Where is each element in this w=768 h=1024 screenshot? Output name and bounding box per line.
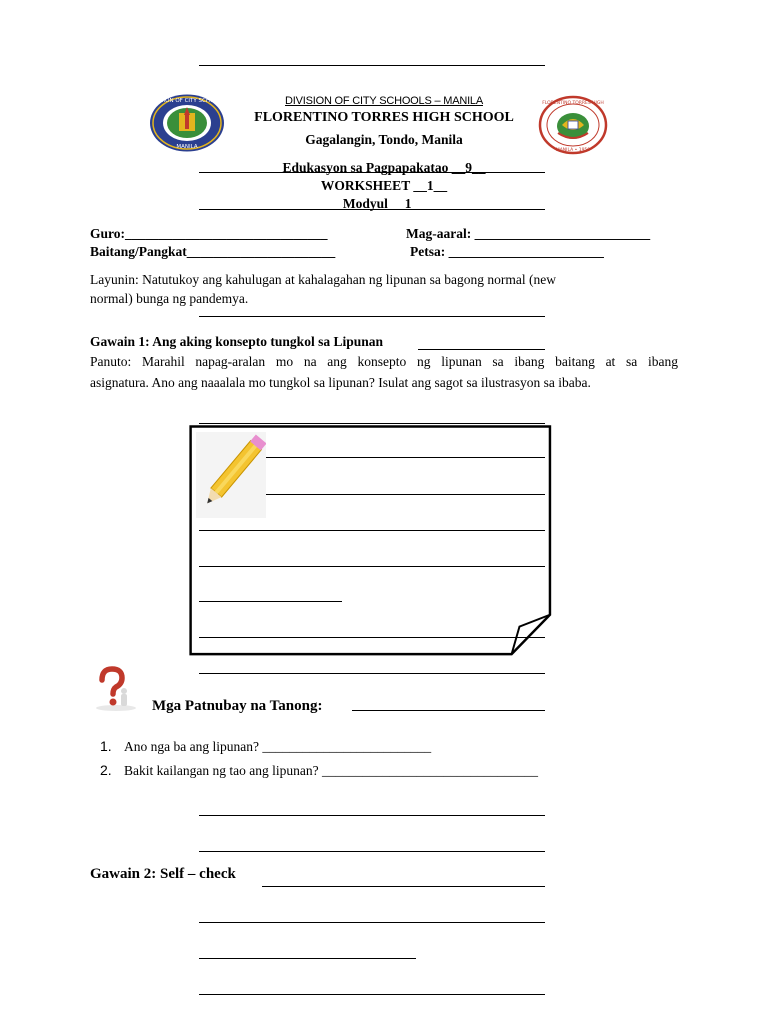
module-line: Modyul __1__: [342, 196, 426, 211]
school-address: Gagalangin, Tondo, Manila: [305, 132, 463, 147]
question-text[interactable]: Bakit kailangan ng tao ang lipunan? ________________________________: [124, 763, 538, 778]
division-seal-bottom-text: MANILA: [176, 144, 198, 150]
school-seal-bottom-text: MANILA • 1950: [555, 148, 591, 153]
division-seal-logo: [148, 93, 226, 153]
rule-line: [199, 994, 545, 995]
rule-line: [199, 316, 545, 317]
question-item: [100, 762, 538, 779]
question-number: 2.: [100, 762, 112, 778]
rule-line: [199, 922, 545, 923]
rule-line: [199, 673, 545, 674]
division-heading: DIVISION OF CITY SCHOOLS – MANILA: [285, 95, 483, 107]
question-item: [100, 738, 431, 755]
teacher-field[interactable]: Guro:______________________________: [90, 226, 328, 241]
grade-section-field[interactable]: Baitang/Pangkat______________________: [90, 244, 336, 259]
guide-title: Mga Patnubay na Tanong:: [152, 698, 323, 714]
pencil-icon: [196, 432, 266, 518]
activity2-title-underline: [262, 886, 545, 887]
rule-line: [199, 958, 416, 959]
activity2-title: Gawain 2: Self – check: [90, 866, 236, 882]
student-field[interactable]: Mag-aaral: __________________________: [406, 226, 651, 241]
question-figure-icon: [92, 666, 140, 712]
rule-line: [199, 65, 545, 66]
school-name: FLORENTINO TORRES HIGH SCHOOL: [254, 110, 514, 125]
rule-line: [199, 815, 545, 816]
rule-line: [199, 423, 545, 424]
question-text[interactable]: Ano nga ba ang lipunan? _________________________: [124, 739, 432, 754]
division-seal-top-text: DIVISION OF CITY SCHOOLS: [148, 98, 226, 104]
activity1-instructions-line-1: Panuto: Marahil napag-aralan mo na ang konsepto ng lipunan sa ibang baitang at sa ibang: [90, 354, 678, 369]
activity1-title-underline: [418, 349, 545, 350]
school-seal-logo: [538, 95, 608, 155]
date-field[interactable]: Petsa: _______________________: [410, 244, 604, 259]
guide-title-underline: [352, 710, 545, 711]
worksheet-line: WORKSHEET __1__: [320, 178, 448, 193]
activity1-title: Gawain 1: Ang aking konsepto tungkol sa Lipunan: [90, 334, 383, 349]
activity1-instructions-line-2: asignatura. Ano ang naaalala mo tungkol sa lipunan? Isulat ang sagot sa ilustrasyon sa ibaba.: [90, 375, 591, 390]
subject-line: Edukasyon sa Pagpapakatao __9__: [282, 160, 486, 175]
question-number: 1.: [100, 738, 112, 754]
school-seal-top-text: FLORENTINO TORRES HIGH: [542, 101, 604, 106]
objective-line-2: normal) bunga ng pandemya.: [90, 291, 249, 306]
objective-line-1: Layunin: Natutukoy ang kahulugan at kahalagahan ng lipunan sa bagong normal (new: [90, 272, 556, 287]
rule-line: [199, 851, 545, 852]
